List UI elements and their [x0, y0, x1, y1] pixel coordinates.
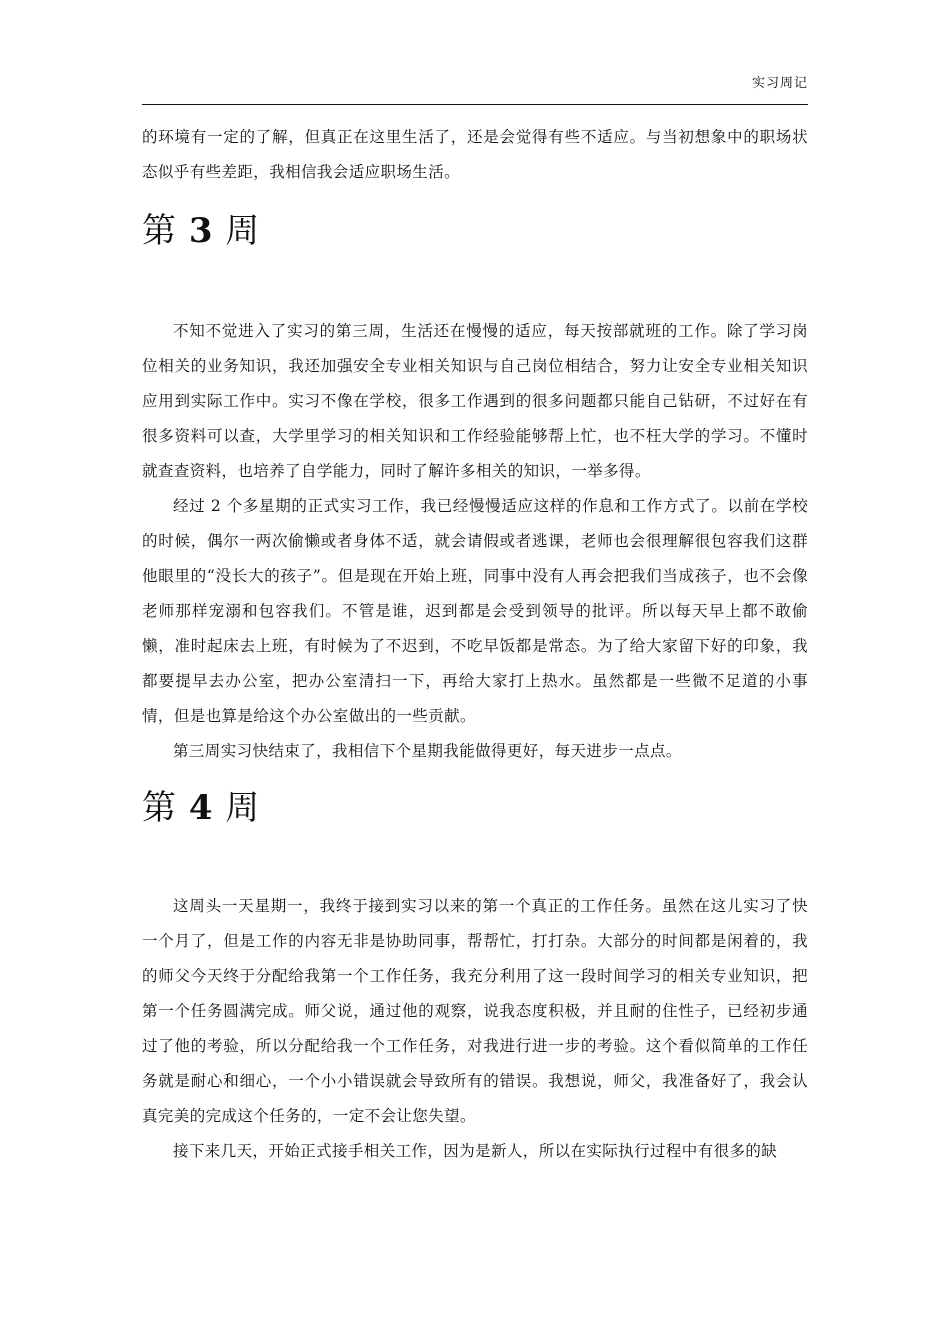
week3-paragraph-3: 第三周实习快结束了，我相信下个星期我能做得更好，每天进步一点点。 [173, 742, 682, 760]
header-title: 实习周记 [751, 76, 808, 91]
week4-paragraph-2: 接下来几天，开始正式接手相关工作，因为是新人，所以在实际执行过程中有很多的缺 [173, 1142, 778, 1160]
week3-heading [142, 211, 808, 251]
week4-heading-suffix: 周 [225, 788, 261, 828]
week3-paragraph-2: 经过 2 个多星期的正式实习工作，我已经慢慢适应这样的作息和工作方式了。以前在学校的时候，偶尔一两次偷懒或者身体不适，就会请假或者逃课，老师也会很理解很包容我们这群他眼里的“没长大的孩子”。但是现在开始上班，同事中没有人再会把我们当成孩子，也不会像老师那样宠溺和包容我们。不管是谁，迟到都是会受到领导的批评。所以每天早上都不敢偷懒，准时起床去上班，有时候为了不迟到，不吃早饭都是常态。为了给大家留下好的印象，我都要提早去办公室，把办公室清扫一下，再给大家打上热水。虽然都是一些微不足道的小事情，但是也算是给这个办公室做出的一些贡献。 [142, 497, 808, 725]
page-header [142, 60, 808, 105]
week3-paragraph-1: 不知不觉进入了实习的第三周，生活还在慢慢的适应，每天按部就班的工作。除了学习岗位相关的业务知识，我还加强安全专业相关知识与自己岗位相结合，努力让安全专业相关知识应用到实际工作中。实习不像在学校，很多工作遇到的很多问题都只能自己钻研，不过好在有很多资料可以查，大学里学习的相关知识和工作经验能够帮上忙，也不枉大学的学习。不懂时就查查资料，也培养了自学能力，同时了解许多相关的知识，一举多得。 [142, 322, 808, 480]
document-body [142, 120, 808, 1169]
week3-heading-number: 3 [188, 211, 214, 251]
week4-heading-prefix: 第 [142, 788, 177, 828]
week4-heading-number: 4 [188, 788, 214, 828]
week4-paragraph-1: 这周头一天星期一，我终于接到实习以来的第一个真正的工作任务。虽然在这儿实习了快一个月了，但是工作的内容无非是协助同事，帮帮忙，打打杂。大部分的时间都是闲着的，我的师父今天终于分配给我第一个工作任务，我充分利用了这一段时间学习的相关专业知识，把第一个任务圆满完成。师父说，通过他的观察，说我态度积极，并且耐的住性子，已经初步通过了他的考验，所以分配给我一个工作任务，对我进行进一步的考验。这个看似简单的工作任务就是耐心和细心，一个小小错误就会导致所有的错误。我想说，师父，我准备好了，我会认真完美的完成这个任务的，一定不会让您失望。 [142, 897, 808, 1125]
week3-heading-prefix: 第 [142, 211, 177, 251]
week4-heading [142, 788, 808, 828]
week3-heading-suffix: 周 [225, 211, 261, 251]
intro-paragraph: 的环境有一定的了解，但真正在这里生活了，还是会觉得有些不适应。与当初想象中的职场状态似乎有些差距，我相信我会适应职场生活。 [142, 128, 808, 181]
